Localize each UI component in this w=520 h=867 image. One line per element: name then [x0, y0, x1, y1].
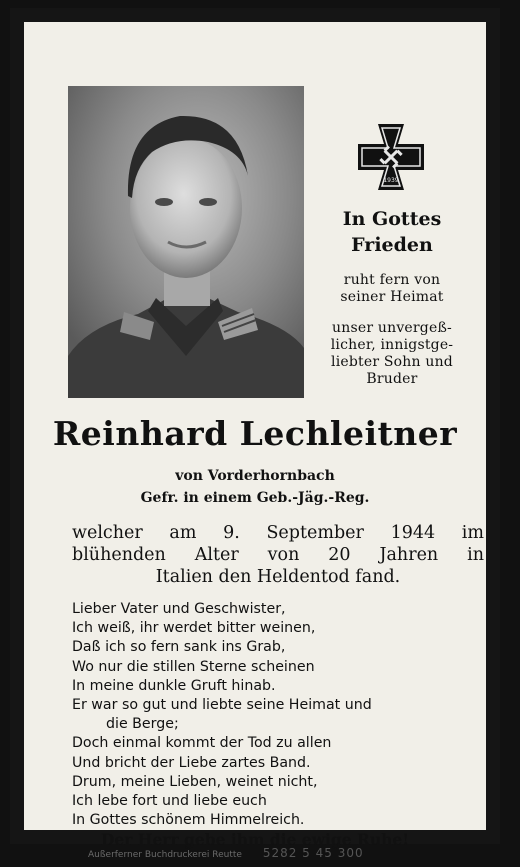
fact-word: September [266, 523, 364, 543]
printer-imprint [88, 846, 418, 862]
heading [310, 206, 474, 258]
fact-word: im [461, 523, 484, 543]
poem-line: In meine dunkle Gruft hinab. [72, 677, 276, 694]
fact-word: in [467, 545, 484, 565]
cross-year: 1939 [383, 177, 399, 184]
deceased-name: Reinhard Lechleitner [52, 414, 458, 453]
poem-line: Daß ich so fern sank ins Grab, [72, 639, 286, 656]
rank: Gefr. in einem Geb.-Jäg.-Reg. [140, 490, 370, 506]
rest-line: liebter Sohn und [331, 354, 453, 370]
death-statement [72, 522, 484, 588]
rest-text [310, 272, 474, 388]
memorial-card [10, 8, 500, 849]
poem-line: Doch einmal kommt der Tod zu allen [72, 735, 332, 752]
fact-word: 20 [328, 545, 351, 565]
origin: von Vorderhornbach [175, 468, 335, 484]
rest-line: licher, innigstge- [330, 337, 454, 353]
rest-line: ruht fern von [343, 272, 441, 288]
fact-line [72, 544, 484, 566]
printer-name: Außerferner Buchdruckerei Reutte [88, 850, 242, 860]
fact-word: 1944 [390, 523, 436, 543]
heading-line: In Gottes [342, 208, 442, 230]
portrait-illustration [68, 86, 304, 398]
fact-line [72, 522, 484, 544]
iron-cross-icon [356, 122, 426, 192]
rest-line: unser unvergeß- [332, 320, 452, 336]
closing-blessing: Der Herr gebe ihm die ewige Ruhe! [100, 830, 410, 849]
rest-line: seiner Heimat [340, 289, 444, 305]
poem-line: Drum, meine Lieben, weinet nicht, [72, 773, 318, 790]
poem-line: Wo nur die stillen Sterne scheinen [72, 658, 315, 675]
poem-line: In Gottes schönem Himmelreich. [72, 812, 305, 829]
poem-line: Ich lebe fort und liebe euch [72, 793, 267, 810]
heading-line: Frieden [351, 234, 433, 256]
poem-line: Ich weiß, ihr werdet bitter weinen, [72, 620, 316, 637]
fact-word: welcher [72, 523, 143, 543]
poem-line: Und bricht der Liebe zartes Band. [72, 754, 311, 771]
fact-word: von [267, 545, 300, 565]
print-number: 5282 5 45 300 [262, 846, 364, 860]
poem [72, 600, 492, 830]
fact-word: Jahren [379, 545, 439, 565]
poem-line: Lieber Vater und Geschwister, [72, 601, 286, 617]
portrait-photo [68, 86, 304, 398]
fact-word: am [169, 523, 197, 543]
poem-line: Er war so gut und liebte seine Heimat und [72, 697, 372, 714]
fact-word: 9. [223, 523, 240, 543]
fact-line: Italien den Heldentod fand. [155, 567, 401, 587]
poem-line: die Berge; [106, 716, 179, 733]
rest-line: Bruder [366, 371, 418, 387]
fact-word: blühenden [72, 545, 166, 565]
fact-word: Alter [194, 545, 239, 565]
